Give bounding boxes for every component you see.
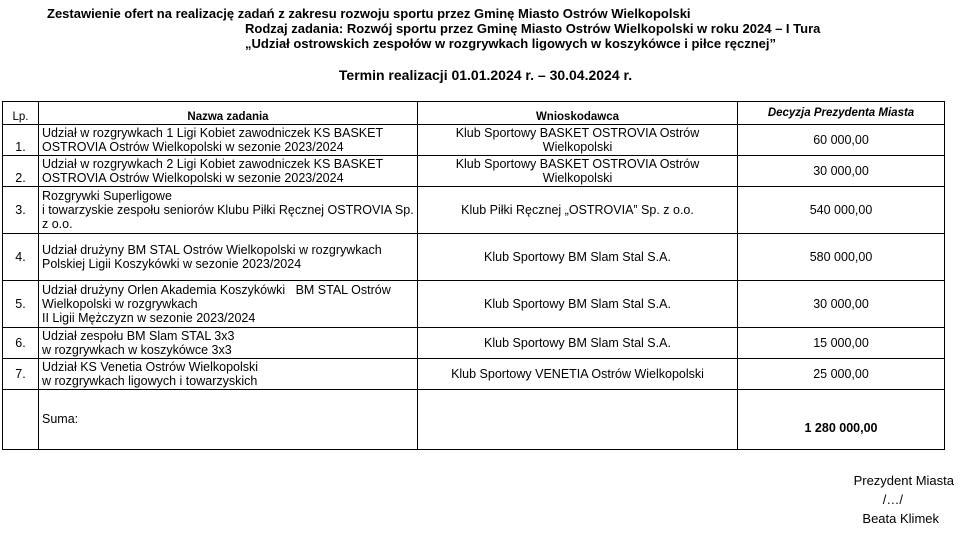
signature-name: Beata Klimek: [862, 511, 939, 526]
table-row: [3, 281, 945, 328]
row-number: 3.: [3, 187, 39, 234]
applicant: Klub Sportowy BM Slam Stal S.A.: [418, 234, 738, 281]
sum-applicant-empty: [418, 390, 738, 450]
sum-row: [3, 390, 945, 450]
task-name: Rozgrywki Superligowe i towarzyskie zespołu seniorów Klubu Piłki Ręcznej OSTROVIA Sp. z o.o.: [39, 187, 418, 234]
column-header-applicant: Wnioskodawca: [418, 102, 738, 125]
table-row: [3, 234, 945, 281]
decision-amount: 580 000,00: [738, 234, 945, 281]
column-header-task: Nazwa zadania: [39, 102, 418, 125]
task-name: Udział KS Venetia Ostrów Wielkopolski w rozgrywkach ligowych i towarzyskich: [39, 359, 418, 390]
column-header-lp: Lp.: [3, 102, 39, 125]
decision-amount: 15 000,00: [738, 328, 945, 359]
task-name: Udział drużyny Orlen Akademia Koszykówki BM STAL Ostrów Wielkopolski w rozgrywkach II Ligii Mężczyzn w sezonie 2023/2024: [39, 281, 418, 328]
task-name: Udział w rozgrywkach 2 Ligi Kobiet zawodniczek KS BASKET OSTROVIA Ostrów Wielkopolski w sezonie 2023/2024: [39, 156, 418, 187]
row-number: 1.: [3, 125, 39, 156]
table-row: [3, 156, 945, 187]
column-header-decision: Decyzja Prezydenta Miasta: [738, 102, 945, 125]
sum-amount: 1 280 000,00: [738, 390, 945, 450]
sum-label: Suma:: [39, 390, 418, 450]
task-type: Rodzaj zadania: Rozwój sportu przez Gminę Miasto Ostrów Wielkopolski w roku 2024 – I Tura: [245, 21, 821, 36]
applicant: Klub Sportowy VENETIA Ostrów Wielkopolski: [418, 359, 738, 390]
signature-title: Prezydent Miasta: [853, 473, 954, 488]
table-row: [3, 125, 945, 156]
applicant: Klub Sportowy BASKET OSTROVIA Ostrów Wielkopolski: [418, 125, 738, 156]
sum-lp-empty: [3, 390, 39, 450]
decision-amount: 30 000,00: [738, 281, 945, 328]
term-of-realization: Termin realizacji 01.01.2024 r. – 30.04.2024 r.: [338, 67, 633, 83]
task-subtitle: „Udział ostrowskich zespołów w rozgrywkach ligowych w koszykówce i piłce ręcznej”: [245, 36, 776, 51]
task-name: Udział w rozgrywkach 1 Ligi Kobiet zawodniczek KS BASKET OSTROVIA Ostrów Wielkopolski w sezonie 2023/2024: [39, 125, 418, 156]
signature-mark: /…/: [882, 492, 903, 507]
row-number: 7.: [3, 359, 39, 390]
row-number: 5.: [3, 281, 39, 328]
task-name: Udział zespołu BM Slam STAL 3x3 w rozgrywkach w koszykówce 3x3: [39, 328, 418, 359]
document-title: Zestawienie ofert na realizację zadań z zakresu rozwoju sportu przez Gminę Miasto Ostrów Wielkopolski: [47, 6, 691, 21]
table-row: [3, 187, 945, 234]
table-header-row: [3, 102, 945, 125]
row-number: 4.: [3, 234, 39, 281]
row-number: 2.: [3, 156, 39, 187]
offers-table: [2, 101, 945, 450]
decision-amount: 30 000,00: [738, 156, 945, 187]
applicant: Klub Piłki Ręcznej „OSTROVIA” Sp. z o.o.: [418, 187, 738, 234]
applicant: Klub Sportowy BM Slam Stal S.A.: [418, 328, 738, 359]
applicant: Klub Sportowy BASKET OSTROVIA Ostrów Wielkopolski: [418, 156, 738, 187]
decision-amount: 540 000,00: [738, 187, 945, 234]
applicant: Klub Sportowy BM Slam Stal S.A.: [418, 281, 738, 328]
row-number: 6.: [3, 328, 39, 359]
task-name: Udział drużyny BM STAL Ostrów Wielkopolski w rozgrywkach Polskiej Ligii Koszykówki w sezonie 2023/2024: [39, 234, 418, 281]
decision-amount: 25 000,00: [738, 359, 945, 390]
decision-amount: 60 000,00: [738, 125, 945, 156]
table-row: [3, 328, 945, 359]
table-row: [3, 359, 945, 390]
